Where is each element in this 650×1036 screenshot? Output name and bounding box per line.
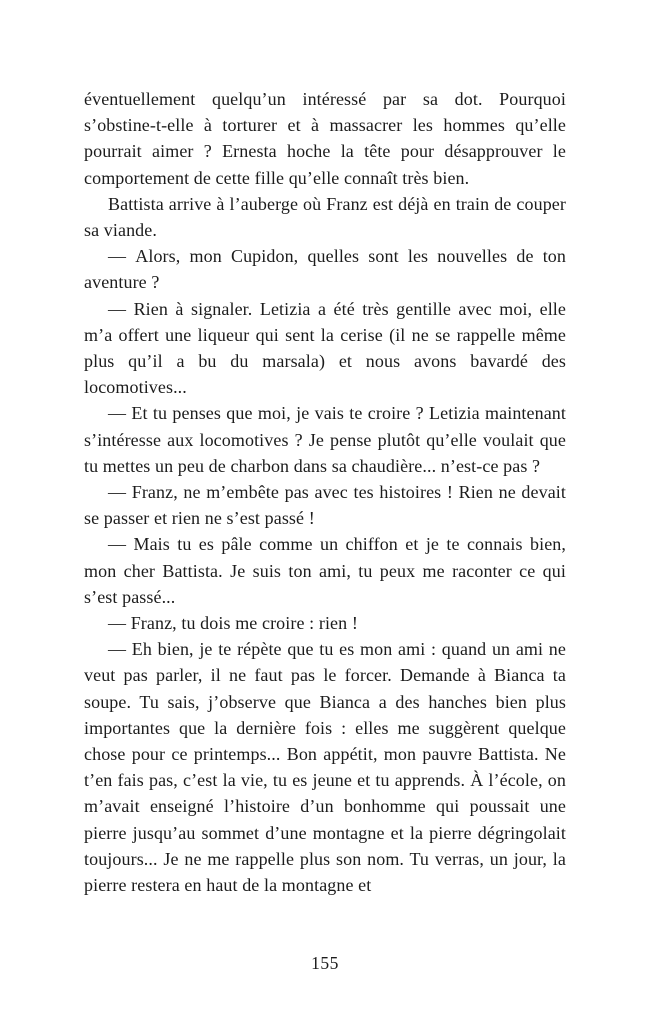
- paragraph: Battista arrive à l’auberge où Franz est déjà en train de couper sa viande.: [84, 193, 566, 241]
- dialogue-paragraph: — Franz, tu dois me croire : rien !: [108, 613, 358, 634]
- dialogue-paragraph: — Franz, ne m’embête pas avec tes histoires ! Rien ne devait se passer et rien ne s’est passé !: [84, 482, 566, 529]
- dialogue-paragraph: — Et tu penses que moi, je vais te croire ? Letizia maintenant s’intéresse aux locomotives ? Je pense plutôt qu’elle voulait que tu mettes un peu de charbon dans sa chaudière... n’est-ce pas ?: [84, 403, 566, 476]
- dialogue-paragraph: — Eh bien, je te répète que tu es mon ami : quand un ami ne veut pas parler, il ne faut pas le forcer. Demande à Bianca ta soupe. Tu sais, j’observe que Bianca a des hanches bien plus importantes que la dernière fois : elles me suggèrent quelque chose pour ce printemps... Bon appétit, mon pauvre Battista. Ne t’en fais pas, c’est la vie, tu es jeune et tu apprends. À l’école, on m’avait enseigné l’histoire d’un bonhomme qui poussait une pierre jusqu’au sommet d’une montagne et la pierre dégringolait toujours... Je ne me rappelle plus son nom. Tu verras, un jour, la pierre restera en haut de la montagne et: [84, 639, 566, 896]
- paragraph-continuation: éventuellement quelqu’un intéressé par sa dot. Pourquoi s’obstine-t-elle à torturer et à massacrer les hommes qu’elle pourrait aimer ? Ernesta hoche la tête pour désapprouver le comportement de cette fille qu’elle connaît très bien.: [84, 89, 566, 188]
- dialogue-paragraph: — Mais tu es pâle comme un chiffon et je te connais bien, mon cher Battista. Je suis ton ami, tu peux me raconter ce qui s’est passé...: [84, 534, 566, 607]
- page-number: 155: [311, 953, 339, 973]
- dialogue-paragraph: — Rien à signaler. Letizia a été très gentille avec moi, elle m’a offert une liqueur qui sent la cerise (il ne se rappelle même plus qu’il a bu du marsala) et nous avons bavardé des locomotives...: [84, 298, 566, 398]
- body-text: [84, 86, 566, 898]
- dialogue-paragraph: — Alors, mon Cupidon, quelles sont les nouvelles de ton aventure ?: [84, 246, 566, 293]
